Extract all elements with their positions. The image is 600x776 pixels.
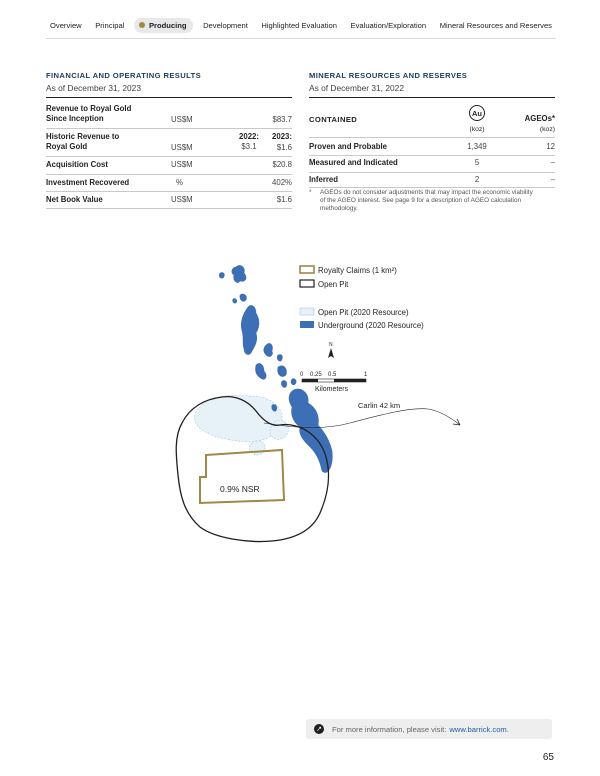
fin-value: $83.7 (272, 115, 292, 124)
barrick-link[interactable]: www.barrick.com (449, 724, 507, 734)
res-row-inferred (309, 175, 555, 187)
scale-bar-segment (334, 379, 366, 382)
scale-tick-0: 0 (300, 372, 304, 378)
res-ageo-value: – (550, 158, 555, 167)
row-divider (309, 187, 555, 188)
fin-unit: US$M (171, 115, 193, 124)
royalty-claim-boundary (200, 450, 284, 503)
res-label: Proven and Probable (309, 142, 387, 151)
res-label: Inferred (309, 175, 339, 184)
fin-label: Historic Revenue to (46, 132, 120, 141)
fin-value-2023: $1.6 (276, 143, 292, 152)
row-divider (46, 191, 292, 192)
active-dot-icon (139, 22, 145, 28)
fin-year-2022: 2022: (239, 132, 259, 141)
nav-mineral-resources[interactable]: Mineral Resources and Reserves (439, 20, 552, 30)
scale-tick-1: 1 (364, 372, 368, 378)
res-row-proven (309, 142, 555, 154)
top-nav (46, 14, 556, 36)
fin-unit: US$M (171, 143, 193, 152)
north-label: N (329, 342, 333, 348)
fin-value: 402% (272, 178, 292, 187)
res-row-measured (309, 158, 555, 170)
row-divider (46, 208, 292, 209)
contained-label: CONTAINED (309, 115, 358, 124)
fin-value: $20.8 (272, 160, 292, 169)
ageo-footnote (309, 189, 539, 213)
legend-royalty-swatch (300, 266, 314, 273)
fin-label: Since Inception (46, 114, 104, 123)
fin-unit: US$M (171, 195, 193, 204)
scale-tick-025: 0.25 (310, 372, 322, 378)
nsr-label: 0.9% NSR (220, 484, 260, 494)
legend-royalty-label: Royalty Claims (1 km²) (318, 266, 397, 275)
row-divider (46, 128, 292, 129)
row-divider (309, 137, 555, 138)
legend-underground-label: Underground (2020 Resource) (318, 321, 424, 330)
fin-row-revenue (46, 104, 292, 126)
fin-unit: % (176, 178, 183, 187)
property-map (160, 255, 520, 555)
res-au-value: 1,349 (467, 142, 487, 151)
resources-title: MINERAL RESOURCES AND RESERVES (309, 71, 468, 80)
row-divider (46, 156, 292, 157)
resources-subtitle: As of December 31, 2022 (309, 83, 404, 93)
fin-label: Net Book Value (46, 195, 103, 204)
nav-development[interactable]: Development (203, 20, 248, 30)
res-au-value: 2 (474, 175, 480, 184)
carlin-label: Carlin 42 km (358, 401, 401, 410)
au-badge-icon: Au (469, 105, 485, 121)
resources-header (309, 104, 555, 136)
page-number: 65 (542, 752, 554, 763)
scale-tick-05: 0.5 (328, 372, 337, 378)
fin-value-2022: $3.1 (241, 142, 257, 151)
footnote-text: AGEOs do not consider adjustments that may impact the economic viability of the AGEO interest. See page 9 for a description of AGEO calculation methodology. (320, 189, 533, 212)
info-text: For more information, please visit: (332, 724, 447, 734)
financial-title: FINANCIAL AND OPERATING RESULTS (46, 71, 202, 80)
open-pit-2020-area (194, 395, 282, 441)
fin-label: Investment Recovered (46, 178, 130, 187)
fin-row-acquisition (46, 160, 292, 172)
koz-ageo: (koz) (539, 126, 555, 133)
nav-highlighted-evaluation[interactable]: Highlighted Evaluation (261, 20, 337, 30)
nav-producing[interactable] (134, 18, 194, 33)
fin-label: Acquisition Cost (46, 160, 108, 169)
info-bar (306, 719, 552, 739)
ageo-header: AGEOs* (524, 114, 555, 123)
nav-evaluation-exploration[interactable]: Evaluation/Exploration (350, 20, 427, 30)
legend-open-pit-label: Open Pit (318, 280, 349, 289)
nav-divider (46, 38, 556, 39)
underground-2020-areas (219, 265, 332, 472)
row-divider (309, 172, 555, 173)
fin-row-recovered (46, 178, 292, 190)
link-icon: ↗ (314, 724, 324, 734)
fin-value: $1.6 (276, 195, 292, 204)
legend-open-pit-swatch (300, 280, 314, 287)
koz-au: (koz) (469, 126, 485, 133)
fin-row-book-value (46, 195, 292, 207)
legend-open-pit-2020-label: Open Pit (2020 Resource) (318, 308, 409, 317)
res-ageo-value: – (550, 175, 555, 184)
financial-rule (46, 97, 292, 98)
nav-producing-label: Producing (148, 20, 187, 30)
fin-label: Royal Gold (46, 142, 88, 151)
fin-year-2023: 2023: (272, 132, 292, 141)
row-divider (46, 174, 292, 175)
scale-unit: Kilometers (315, 386, 349, 393)
fin-row-historic (46, 132, 292, 154)
row-divider (309, 155, 555, 156)
res-ageo-value: 12 (546, 142, 555, 151)
nav-principal[interactable]: Principal (95, 20, 125, 30)
legend-underground-swatch (300, 321, 314, 328)
scale-bar-segment (302, 379, 318, 382)
res-label: Measured and Indicated (309, 158, 398, 167)
fin-unit: US$M (171, 160, 193, 169)
fin-label: Revenue to Royal Gold (46, 104, 132, 113)
financial-subtitle: As of December 31, 2023 (46, 83, 141, 93)
info-period: . (506, 724, 509, 734)
footnote-star: * (309, 189, 312, 196)
legend-open-pit-2020-swatch (300, 308, 314, 315)
res-au-value: 5 (474, 158, 480, 167)
nav-overview[interactable]: Overview (50, 20, 82, 30)
resources-rule (309, 97, 555, 98)
north-arrow-icon (328, 348, 334, 358)
